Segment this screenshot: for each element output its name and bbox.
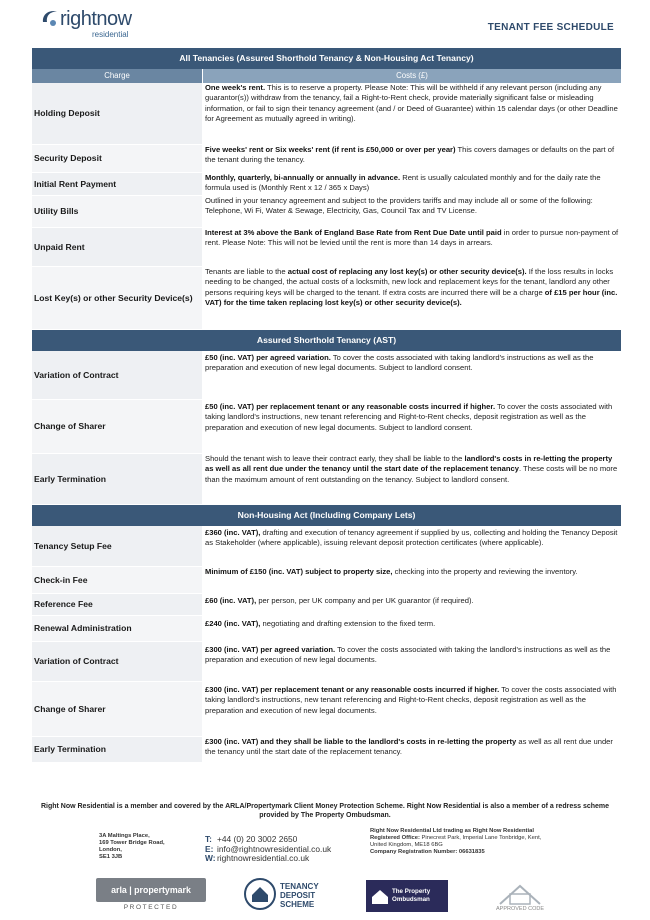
table-row	[32, 173, 621, 196]
table-row	[32, 83, 621, 145]
fee-description-text: in order to pursue non-payment of rent. Please Note: This will not be levied until the rent is more than 14 days in arrears.	[205, 228, 619, 248]
fee-name: Change of Sharer	[32, 400, 202, 453]
table-row	[32, 267, 621, 330]
office-address	[99, 833, 165, 861]
tds-house-icon	[244, 878, 276, 910]
fee-description-bold: £360 (inc. VAT),	[205, 528, 261, 537]
address-line: 3A Maltings Place,	[99, 833, 150, 839]
table-row	[32, 145, 621, 173]
fee-description	[202, 526, 621, 566]
phone-value[interactable]: +44 (0) 20 3002 2650	[217, 834, 298, 844]
approved-code-logo	[480, 880, 560, 914]
fee-description	[202, 454, 621, 504]
fee-name: Early Termination	[32, 737, 202, 762]
company-legal-info	[370, 828, 550, 856]
fee-name: Variation of Contract	[32, 642, 202, 681]
legal-company-number: Company Registration Number: 06631835	[370, 849, 485, 855]
table-row	[32, 351, 621, 400]
legal-office	[370, 835, 550, 849]
fee-name: Lost Key(s) or other Security Device(s)	[32, 267, 202, 329]
table-row	[32, 454, 621, 505]
table-row	[32, 196, 621, 228]
fee-description	[202, 567, 621, 593]
fee-description-bold: landlord's costs in re-letting the property as well as all rent due under the tenancy until the start date of the replacement tenancy	[205, 454, 613, 474]
email-key: E:	[205, 843, 214, 854]
column-header-charge: Charge	[32, 69, 202, 83]
section-header-non-housing: Non-Housing Act (Including Company Lets)	[32, 505, 621, 526]
fee-name: Change of Sharer	[32, 682, 202, 736]
logo-wordmark: rightnow	[60, 8, 132, 30]
fee-description-bold: £300 (inc. VAT) per agreed variation.	[205, 645, 336, 654]
tds-line: DEPOSIT	[280, 891, 316, 900]
fee-name: Initial Rent Payment	[32, 173, 202, 195]
fee-description-bold: £240 (inc. VAT),	[205, 619, 261, 628]
fee-description	[202, 682, 621, 736]
fee-description-bold: £300 (inc. VAT) per replacement tenant or any reasonable costs incurred if higher.	[205, 685, 500, 694]
phone-key: T:	[205, 834, 212, 844]
fee-description-text: To cover the costs associated with taking landlord's instructions, new tenant referencing and Right-to-Rent checks, deposit registration as well as the preparation and execution of new legal documents. Subject to landlord consent.	[205, 402, 613, 432]
fee-description	[202, 83, 621, 144]
fee-description	[202, 737, 621, 762]
fee-description	[202, 400, 621, 453]
table-row	[32, 682, 621, 737]
fee-description-pre: Tenants are liable to the	[205, 267, 288, 276]
approved-code-label: APPROVED CODE	[496, 906, 544, 912]
address-line: 169 Tower Bridge Road,	[99, 840, 165, 846]
membership-note: Right Now Residential is a member and covered by the ARLA/Propertymark Client Money Protection Scheme. Right Now Residential is also a member of a redress scheme provided by The Property Ombudsman.	[40, 803, 610, 820]
fee-name: Tenancy Setup Fee	[32, 526, 202, 566]
fee-description-text: per person, per UK company and per UK guarantor (if required).	[256, 596, 474, 605]
fee-description-text: . These costs will be no more than the maximum amount of rent outstanding on the tenancy. Subject to landlord consent.	[205, 464, 618, 484]
fee-description-text: To cover the costs associated with taking landlord's instructions as well as the preparation and execution of new legal documents. Subject to landlord consent.	[205, 353, 594, 373]
tpo-line: The Property	[392, 888, 431, 895]
column-header-costs: Costs (£)	[203, 69, 621, 83]
fee-description-text: Rent is usually calculated monthly and for the daily rate the formula used is (Monthly Rent x 12 / 365 x Days)	[205, 173, 601, 193]
table-row	[32, 616, 621, 642]
fee-description	[202, 642, 621, 681]
tenancy-deposit-scheme-logo	[244, 878, 332, 914]
fee-description-bold: £60 (inc. VAT),	[205, 596, 257, 605]
fee-table	[32, 48, 621, 763]
fee-name: Variation of Contract	[32, 351, 202, 399]
table-row	[32, 400, 621, 454]
fee-description-bold: Interest at 3% above the Bank of England Base Rate from Rent Due Date until paid	[205, 228, 502, 237]
fee-description-bold: Five weeks' rent or Six weeks' rent (if rent is £50,000 or over per year)	[205, 145, 456, 154]
fee-description	[202, 145, 621, 172]
address-line: London,	[99, 847, 122, 853]
fee-description-bold: Monthly, quarterly, bi-annually or annually in advance.	[205, 173, 401, 182]
fee-description-text: This covers damages or defaults on the part of the tenant during the tenancy.	[205, 145, 615, 165]
table-row	[32, 526, 621, 567]
section-header-ast: Assured Shorthold Tenancy (AST)	[32, 330, 621, 351]
fee-name: Check-in Fee	[32, 567, 202, 593]
fee-description-text: If the loss results in locks needing to be changed, the actual costs of a locksmith, new lock and replacement keys for the tenant, landlord any other persons requiring keys will be charged to the tenant. If extra costs are incurred there will be a charge	[205, 267, 614, 297]
fee-description-bold: One week's rent.	[205, 83, 266, 92]
logo-subtitle: residential	[92, 30, 129, 39]
website-link[interactable]: rightnowresidential.co.uk	[217, 853, 310, 864]
table-row	[32, 642, 621, 682]
fee-name: Utility Bills	[32, 196, 202, 227]
table-row	[32, 228, 621, 267]
tds-line: SCHEME	[280, 900, 315, 909]
fee-description-bold: £50 (inc. VAT) per agreed variation.	[205, 353, 331, 362]
fee-description-text: checking into the property and reviewing the inventory.	[392, 567, 578, 576]
logo-swoosh-icon	[40, 8, 62, 30]
contact-web	[205, 854, 331, 864]
web-key: W:	[205, 853, 216, 864]
section-header-all-tenancies: All Tenancies (Assured Shorthold Tenancy & Non-Housing Act Tenancy)	[32, 48, 621, 69]
fee-description-text: Outlined in your tenancy agreement and subject to the providers tariffs and may include all or some of the following: Telephone, Wi Fi, Water & Sewage, Electricity, Gas, Council Tax and TV License.	[205, 196, 593, 216]
fee-name: Security Deposit	[32, 145, 202, 172]
fee-description-bold: Minimum of £150 (inc. VAT) subject to property size,	[205, 567, 393, 576]
section-rows-ast	[32, 351, 621, 505]
column-header-row	[32, 69, 621, 83]
company-logo	[40, 6, 130, 42]
fee-description-text: To cover the costs associated with taking the landlord's instructions as well as the preparation and execution of new legal documents.	[205, 645, 611, 665]
fee-description-text: drafting and execution of tenancy agreement if supplied by us, collecting and holding the Tenancy Deposit as Stakeholder (where applicable), issuing relevant deposit protection certificates (where applicable).	[205, 528, 618, 548]
fee-description-text: To cover the costs associated with taking landlord's instructions, new tenant referencing and Right-to-Rent checks, deposit registration as well as the preparation and execution of new legal documents.	[205, 685, 617, 715]
table-row	[32, 567, 621, 594]
table-row	[32, 737, 621, 763]
legal-office-key: Registered Office:	[370, 835, 420, 841]
fee-description-text: This is to reserve a property. Please Note: This will be withheld if any relevant person (including any guarantor(s)) withdraw from the tenancy, fail a Right-to-Rent check, provide materially significant false or misleading information, or fail to sign their tenancy agreement (and / or Deed of Guarantee) within 15 calendar days (or other Deadline for Agreement as mutually agreed in writing).	[205, 83, 618, 124]
fee-name: Renewal Administration	[32, 616, 202, 641]
fee-description-bold: actual cost of replacing any lost key(s) or other security device(s).	[287, 267, 527, 276]
fee-name: Reference Fee	[32, 594, 202, 615]
section-rows-all	[32, 83, 621, 330]
arla-propertymark-logo: arla | propertymark	[96, 878, 206, 902]
legal-trading: Right Now Residential Ltd trading as Right Now Residential	[370, 828, 534, 834]
table-row	[32, 594, 621, 616]
approved-code-house-icon	[480, 880, 560, 906]
section-rows-non-housing	[32, 526, 621, 763]
fee-description	[202, 594, 621, 615]
fee-description-bold: £300 (inc. VAT) and they shall be liable to the landlord's costs in re-letting the property	[205, 737, 517, 746]
fee-description-bold2: of £15 per hour (inc. VAT) for the time taken replacing lost key(s) or other security device(s).	[205, 287, 618, 308]
legal-office-value: Pinecrest Park, Imperial Lane Tonbridge, Kent, United Kingdom, ME18 6BG	[370, 835, 542, 848]
tds-text	[280, 882, 319, 909]
fee-description	[202, 173, 621, 195]
address-line: SE1 3JB	[99, 854, 123, 860]
tds-line: TENANCY	[280, 882, 319, 891]
email-link[interactable]: info@rightnowresidential.co.uk	[217, 843, 332, 854]
arla-protected-label: PROTECTED	[123, 904, 179, 911]
tpo-line: Ombudsman	[392, 896, 430, 903]
fee-description-pre: Should the tenant wish to leave their contract early, they shall be liable to the	[205, 454, 465, 463]
fee-name: Holding Deposit	[32, 83, 202, 144]
fee-description-text: as well as all rent due under the tenancy until the start date of the replacement tenancy.	[205, 737, 613, 757]
fee-description-text: negotiating and drafting extension to the fixed term.	[260, 619, 436, 628]
fee-description	[202, 228, 621, 266]
fee-name: Early Termination	[32, 454, 202, 504]
fee-description-bold: £50 (inc. VAT) per replacement tenant or any reasonable costs incurred if higher.	[205, 402, 496, 411]
contact-details	[205, 835, 331, 864]
fee-description	[202, 267, 621, 329]
fee-name: Unpaid Rent	[32, 228, 202, 266]
accreditation-logos	[96, 876, 566, 916]
tpo-house-icon	[370, 888, 390, 906]
fee-description	[202, 196, 621, 227]
page-header	[0, 0, 650, 46]
page-title: TENANT FEE SCHEDULE	[487, 22, 614, 33]
fee-description	[202, 351, 621, 399]
fee-description	[202, 616, 621, 641]
